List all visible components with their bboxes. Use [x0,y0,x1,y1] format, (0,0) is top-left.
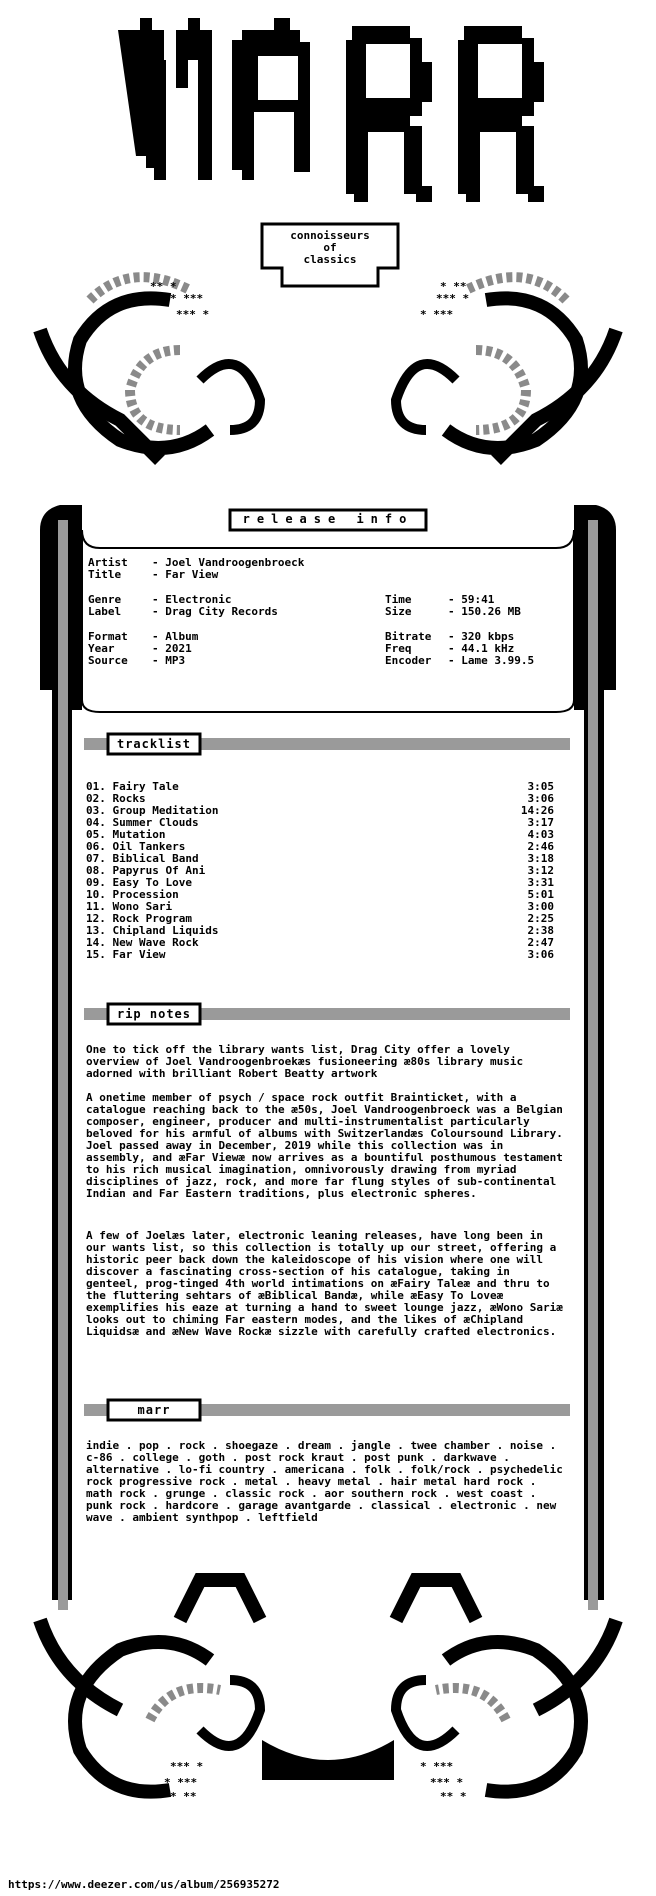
time-value: - 59:41 [448,593,495,606]
track-row [86,936,554,948]
svg-text:* **: * ** [440,280,467,293]
track-row [86,948,554,960]
track-name: 11. Wono Sari [86,900,173,913]
track-time: 3:05 [527,780,554,793]
track-time: 2:38 [527,924,554,937]
svg-text:* ***: * *** [170,292,204,305]
track-row [86,924,554,936]
track-row [86,828,554,840]
track-row [86,876,554,888]
track-time: 4:03 [527,828,554,841]
track-time: 14:26 [520,804,554,817]
track-name: 03. Group Meditation [86,804,219,817]
svg-text:*** *: *** * [170,1760,204,1773]
format-value: - Album [152,630,199,643]
track-time: 5:01 [527,888,554,901]
track-row [86,792,554,804]
section-title-marr: marr [137,1403,171,1417]
section-title-release-info: release info [242,512,414,526]
encoder-value: - Lame 3.99.5 [448,654,535,667]
label-label: Label [88,605,122,618]
time-label: Time [385,593,412,606]
track-name: 10. Procession [86,888,179,901]
freq-value: - 44.1 kHz [448,642,515,655]
track-time: 3:12 [527,864,554,877]
track-row [86,816,554,828]
logo-tagline-1: connoisseurs [290,229,370,242]
track-row [86,900,554,912]
track-row [86,804,554,816]
marr-logo [118,18,544,202]
rip-notes-paragraph-1: One to tick off the library wants list, Drag City offer a lovely overview of Joel Vandroogenbroekæs fusioneering æ80s library music adorned with brilliant Robert Beatty artwork [86,1043,524,1080]
svg-text:* **: * ** [170,1790,197,1803]
track-name: 12. Rock Program [86,912,192,925]
bitrate-value: - 320 kbps [448,630,515,643]
size-label: Size [385,605,412,618]
track-row [86,780,554,792]
track-time: 3:06 [527,948,554,961]
rip-notes-paragraph-2: A onetime member of psych / space rock outfit Brainticket, with a catalogue reaching back to the æ50s, Joel Vandroogenbroeck was a Belgian composer, engineer, producer and multi-instrumentalist particularly beloved for his armful of albums with Switzerlandæs Coloursound Library. Joel passed away in December, 2019 while this collection was in assembly, and æFar Viewæ now arrives as a bountiful posthumous testament to his rich musical imagination, omnivorously drawing from myriad disciplines of jazz, rock, and more far flung styles of sub-continental Indian and Far Eastern traditions, plus electronic spheres. [86,1091,563,1200]
logo-tagline-2: of [323,241,337,254]
title-value: - Far View [152,568,219,581]
track-row [86,864,554,876]
source-value: - MP3 [152,654,186,667]
title-label: Title [88,568,122,581]
track-name: 09. Easy To Love [86,876,192,889]
track-name: 07. Biblical Band [86,852,199,865]
bitrate-label: Bitrate [385,630,432,643]
track-time: 2:47 [527,936,554,949]
track-name: 05. Mutation [86,828,166,841]
track-name: 13. Chipland Liquids [86,924,219,937]
track-name: 06. Oil Tankers [86,840,186,853]
label-value: - Drag City Records [152,605,278,618]
size-value: - 150.26 MB [448,605,521,618]
rip-notes-paragraph-3: A few of Joelæs later, electronic leaning releases, have long been in our wants list, so this collection is totally up our street, offering a historic peer back down the kaleidoscope of his vision where one will discover a fascinating cross-section of his catalogue, taking in genteel, prog-tinged 4th world intimations on æFairy Taleæ and thru to the fluttering sehtars of æBiblical Bandæ, while æEasy To Loveæ exemplifies his eaze at turning a hand to sweet lounge jazz, æWono Sariæ looks out to chiming Far eastern modes, and the likes of æChipland Liquidsæ and æNew Wave Rockæ sizzle with carefully crafted electronics. [86,1229,563,1338]
svg-text:*** *: *** * [430,1776,464,1789]
year-value: - 2021 [152,642,192,655]
track-time: 3:06 [527,792,554,805]
section-title-rip-notes: rip notes [116,1007,192,1021]
svg-text:*** *: *** * [176,308,210,321]
track-row [86,840,554,852]
track-time: 3:18 [527,852,554,865]
artist-label: Artist [88,556,128,569]
track-time: 2:46 [527,840,554,853]
track-time: 3:00 [527,900,554,913]
svg-text:** *: ** * [150,280,177,293]
track-time: 2:25 [527,912,554,925]
source-url: https://www.deezer.com/us/album/256935272 [8,1878,280,1891]
artist-value: - Joel Vandroogenbroeck [152,556,305,569]
track-name: 01. Fairy Tale [86,780,179,793]
track-row [86,912,554,924]
year-label: Year [88,642,115,655]
track-name: 08. Papyrus Of Ani [86,864,206,877]
encoder-label: Encoder [385,654,432,667]
track-time: 3:17 [527,816,554,829]
source-label: Source [88,654,128,667]
track-name: 04. Summer Clouds [86,816,199,829]
logo-tagline-3: classics [303,253,357,266]
genre-label: Genre [88,593,122,606]
svg-text:* ***: * *** [420,308,454,321]
svg-text:*** *: *** * [436,292,470,305]
freq-label: Freq [385,642,412,655]
svg-text:* ***: * *** [164,1776,198,1789]
track-name: 14. New Wave Rock [86,936,199,949]
track-name: 15. Far View [86,948,166,961]
track-row [86,852,554,864]
track-name: 02. Rocks [86,792,146,805]
svg-text:** *: ** * [440,1790,467,1803]
genre-value: - Electronic [152,593,232,606]
svg-text:* ***: * *** [420,1760,454,1773]
track-time: 3:31 [527,876,554,889]
genre-tag-list: indie . pop . rock . shoegaze . dream . jangle . twee chamber . noise . c-86 . college . goth . post rock kraut . post punk . darkwave . alternative . lo-fi country . americana . folk . folk/rock . psychedelic rock progressive rock . metal . heavy metal . hair metal hard rock . math rock . grunge . classic rock . aor southern rock . west coast . punk rock . hardcore . garage avantgarde . classical . electronic . new wave . ambient synthpop . leftfield [86,1439,563,1524]
section-title-tracklist: tracklist [116,737,192,751]
format-label: Format [88,630,128,643]
track-row [86,888,554,900]
